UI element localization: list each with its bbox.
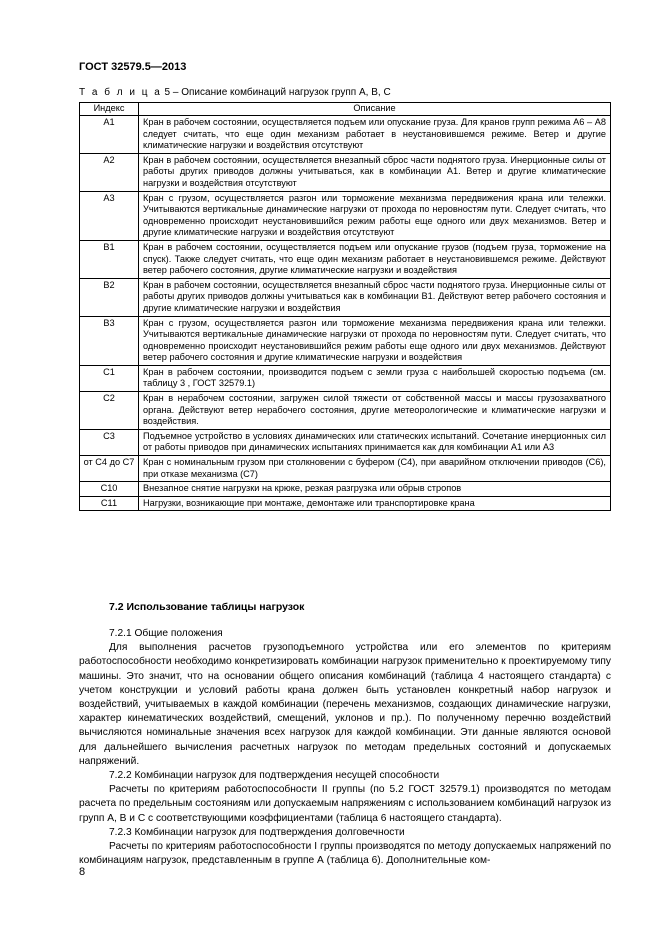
row-index: С1 (80, 365, 139, 391)
row-index: А3 (80, 191, 139, 240)
row-description: Подъемное устройство в условиях динамических или статических испытаний. Сочетание инерционных сил от работы приводов при динамических испытаниях принимается как для комбинации А1 или А3 (139, 429, 611, 455)
row-description: Кран в рабочем состоянии, производится подъем с земли груза с наибольшей скоростью подъема (см. таблицу 3 , ГОСТ 32579.1) (139, 365, 611, 391)
table-row (80, 278, 611, 316)
row-description: Кран в рабочем состоянии, осуществляется внезапный сброс части поднятого груза. Инерционные силы от работы других приводов должны учитываться, как в комбинации А1. Ветер и другие климатические нагрузки и воздействия отсутствуют (139, 153, 611, 191)
row-index: А1 (80, 116, 139, 154)
standard-header: ГОСТ 32579.5—2013 (79, 61, 187, 73)
table-row (80, 316, 611, 365)
paragraph-durability: Расчеты по критериям работоспособности I группы производятся по методу допускаемых напряжений по комбинациям нагрузок, представленным в группе А (таблица 6). Дополнительные ком- (79, 841, 611, 867)
row-description: Кран в рабочем состоянии, осуществляется внезапный сброс части поднятого груза. Инерционные силы от работы других приводов должны учитываться как в комбинации В1. Действуют ветер рабочего состояния и другие климатические нагрузки и воздействия (139, 278, 611, 316)
row-index: В2 (80, 278, 139, 316)
paragraph-load-capacity: Расчеты по критериям работоспособности II группы (по 5.2 ГОСТ 32579.1) производятся по методам расчета по предельным состояниям или допускаемым напряжениям с использованием комбинаций нагрузок из групп А, В и С с соответствующими коэффициентами (таблица 6 настоящего стандарта). (79, 784, 611, 824)
row-description: Кран с грузом, осуществляется разгон или торможение механизма передвижения крана или тележки. Учитываются вертикальные динамические нагрузки от прохода по неровностям пути. Следует считать, что одновременно происходит неустановившийся режим работы еще одного или двух механизмов. Ветер и другие климатические нагрузки и воздействия отсутствуют (139, 191, 611, 240)
load-combinations-table (79, 102, 611, 511)
row-description: Нагрузки, возникающие при монтаже, демонтаже или транспортировке крана (139, 496, 611, 511)
row-index: С3 (80, 429, 139, 455)
table-row (80, 153, 611, 191)
column-header-description: Описание (139, 103, 611, 116)
row-index: С10 (80, 482, 139, 497)
subsection-heading-7-2-1: 7.2.1 Общие положения (109, 628, 223, 639)
section-title: 7.2 Использование таблицы нагрузок (109, 601, 305, 613)
table-caption-text: 5 – Описание комбинаций нагрузок групп А, В, С (161, 87, 391, 98)
row-description: Кран с грузом, осуществляется разгон или торможение механизма передвижения крана или тележки. Учитываются вертикальные динамические нагрузки от прохода по неровностям пути. Следует считать, что одновременно происходит неустановившийся режим работы еще одного или двух механизмов. Действуют ветер рабочего состояния и другие климатические нагрузки и воздействия (139, 316, 611, 365)
table-caption (79, 87, 391, 98)
subsection-heading-7-2-2: 7.2.2 Комбинации нагрузок для подтверждения несущей способности (109, 770, 440, 782)
row-description: Кран в нерабочем состоянии, загружен силой тяжести от собственной массы и массы грузозахватного органа. Действуют ветер нерабочего состояния, другие метеорологические и климатические нагрузки и воздействия. (139, 392, 611, 430)
table-row (80, 116, 611, 154)
row-description: Кран с номинальным грузом при столкновении с буфером (С4), при аварийном отключении приводов (С6), при отказе механизма (С7) (139, 456, 611, 482)
table-row (80, 240, 611, 278)
table-row (80, 482, 611, 497)
row-description: Кран в рабочем состоянии, осуществляется подъем или опускание груза. Для кранов групп режима А6 – А8 следует считать, что еще один механизм работает в неустановившемся режиме. Ветер и другие климатические нагрузки и воздействия отсутствуют (139, 116, 611, 154)
row-description: Внезапное снятие нагрузки на крюке, резкая разгрузка или обрыв стропов (139, 482, 611, 497)
paragraph-general-provisions: Для выполнения расчетов грузоподъемного устройства или его элементов по критериям работоспособности необходимо конкретизировать комбинации нагрузок применительно к проектируемому типу машины. Это значит, что на основании общего описания комбинаций (таблица 4 настоящего стандарта) с учетом конструкции и условий работы крана должен быть установлен конкретный набор нагрузок и воздействий, учитываемых в каждой комбинации (перечень механизмов, создающих динамические нагрузки, характер кинематических воздействий, смещений, уклонов и пр.). По полученному перечню воздействий вычисляются номинальные значения всех нагрузок для каждой комбинации. Эти данные являются основой для дальнейшего вычисления расчетных нагрузок по методам предельных состояний и допускаемых напряжений. (79, 642, 611, 767)
row-index: В3 (80, 316, 139, 365)
table-row (80, 365, 611, 391)
row-index: С11 (80, 496, 139, 511)
subsection-heading-7-2-3: 7.2.3 Комбинации нагрузок для подтверждения долговечности (109, 826, 405, 838)
table-row (80, 392, 611, 430)
table-header-row (80, 103, 611, 116)
table-row (80, 429, 611, 455)
row-index: от С4 до С7 (80, 456, 139, 482)
table-row (80, 456, 611, 482)
row-index: В1 (80, 240, 139, 278)
row-index: С2 (80, 392, 139, 430)
column-header-index: Индекс (80, 103, 139, 116)
table-caption-prefix: Т а б л и ц а (79, 87, 162, 98)
row-index: А2 (80, 153, 139, 191)
table-row (80, 191, 611, 240)
page-number: 8 (79, 866, 86, 878)
section-body (79, 627, 611, 868)
table-row (80, 496, 611, 511)
row-description: Кран в рабочем состоянии, осуществляется подъем или опускание грузов (подъем груза, торможение на спуск). Также следует считать, что еще один механизм работает в неустановившемся режиме. Действуют ветер рабочего состояния, другие климатические нагрузки и воздействия (139, 240, 611, 278)
